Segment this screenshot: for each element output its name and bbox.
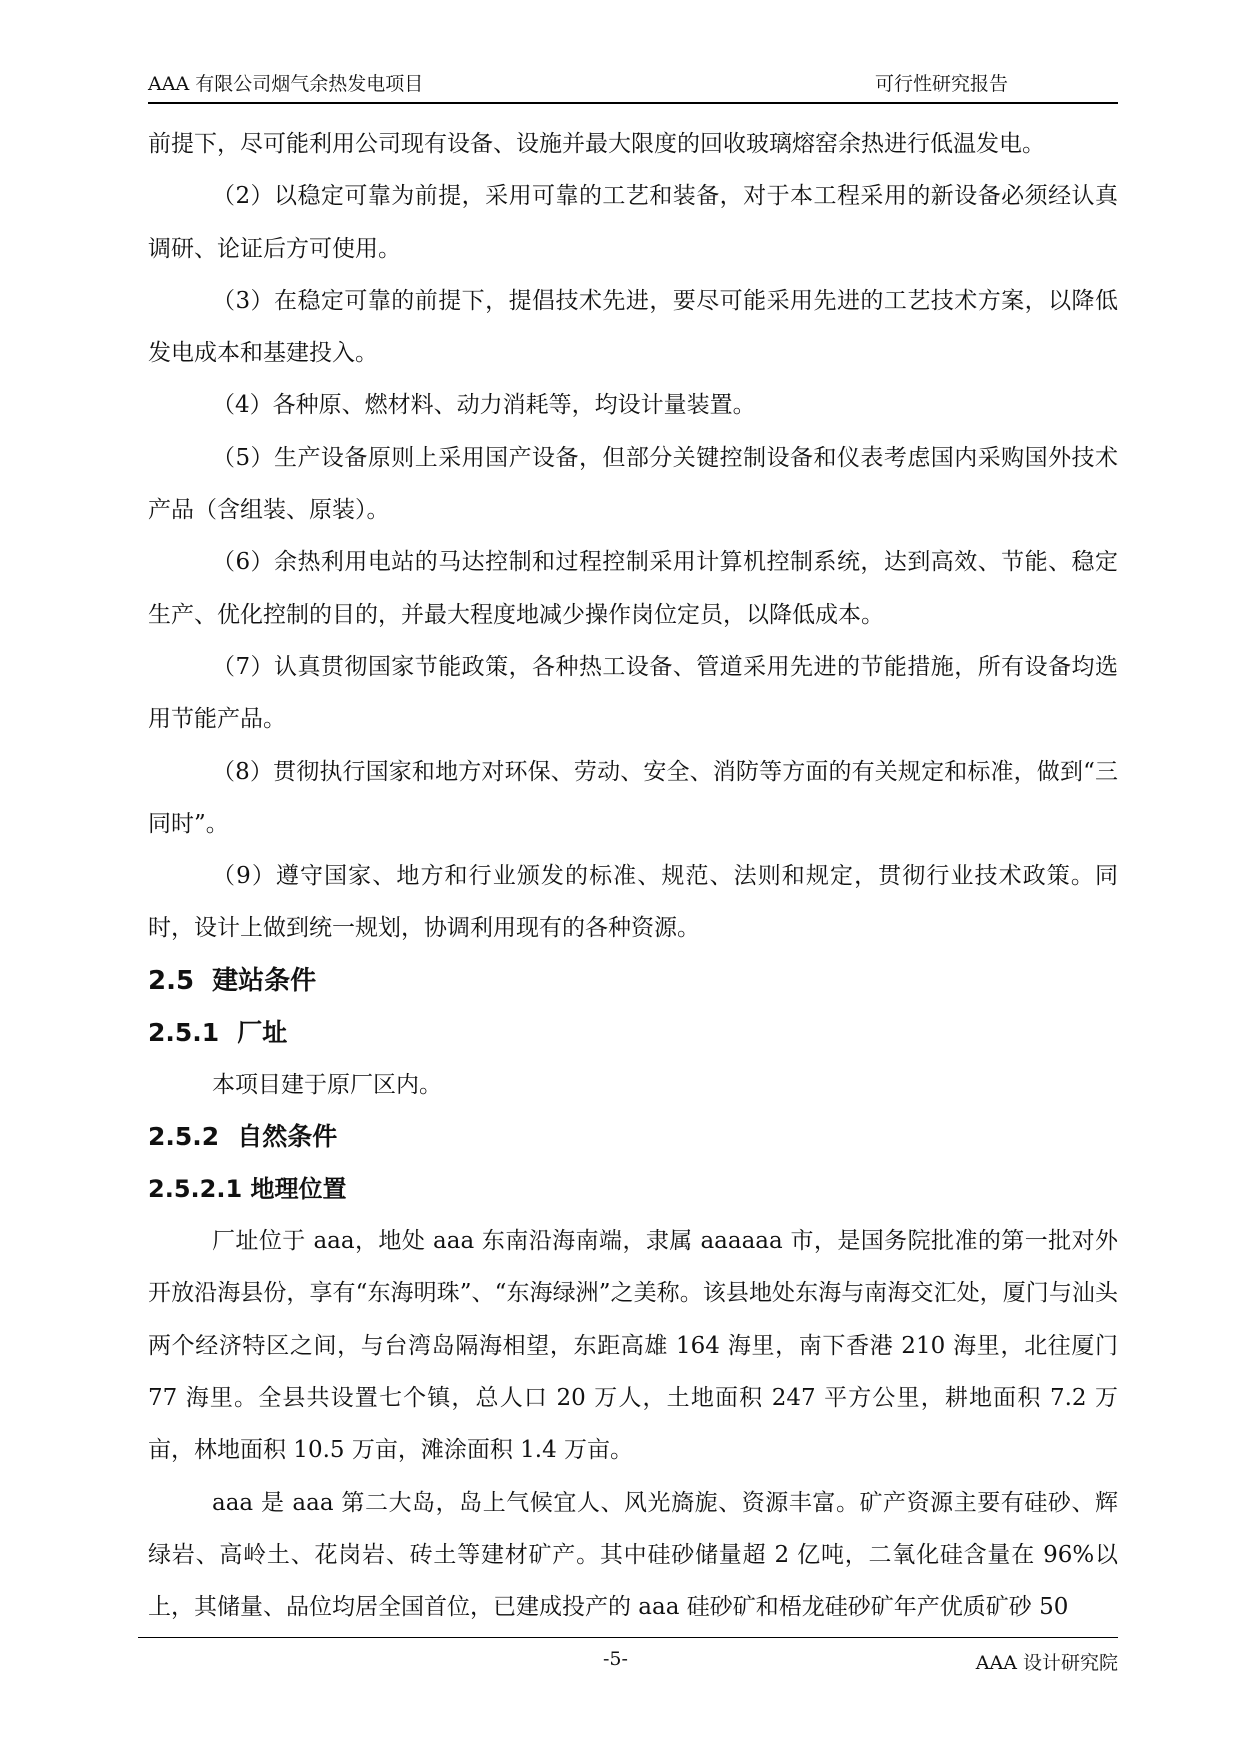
principle-item-4: （4）各种原、燃材料、动力消耗等，均设计量装置。 (212, 392, 756, 419)
section-heading-2-5-2 (148, 1111, 1118, 1163)
section-heading-2-5 (148, 955, 1118, 1007)
site-paragraph: 本项目建于原厂区内。 (212, 1071, 442, 1098)
header-project-title: AAA 有限公司烟气余热发电项目 (148, 73, 424, 95)
section-title: 建站条件 (212, 965, 317, 996)
section-number: 2.5.2 (148, 1122, 220, 1152)
section-number: 2.5.1 (148, 1017, 220, 1047)
principle-item-3: （3）在稳定可靠的前提下，提倡技术先进，要尽可能采用先进的工艺技术方案，以降低发电成本和基建投入。 (148, 287, 1118, 367)
principle-item-7: （7）认真贯彻国家节能政策，各种热工设备、管道采用先进的节能措施，所有设备均选用节能产品。 (148, 653, 1118, 733)
principle-item-8: （8）贯彻执行国家和地方对环保、劳动、安全、消防等方面的有关规定和标准，做到“三同时”。 (148, 758, 1118, 837)
page-number: -5- (603, 1648, 628, 1670)
principle-item-5: （5）生产设备原则上采用国产设备，但部分关键控制设备和仪表考虑国内采购国外技术产品（含组装、原装）。 (148, 444, 1118, 524)
section-number: 2.5 (148, 965, 195, 996)
section-number: 2.5.2.1 (148, 1175, 243, 1204)
header-report-type: 可行性研究报告 (874, 73, 1008, 95)
section-heading-2-5-2-1 (148, 1163, 1118, 1215)
page-body (148, 118, 1118, 1633)
location-paragraph-2: aaa 是 aaa 第二大岛，岛上气候宜人、风光旖旎、资源丰富。矿产资源主要有硅砂、辉绿岩、高岭土、花岗岩、砖土等建材矿产。其中硅砂储量超 2 亿吨，二氧化硅含量在 96%以上，其储量、品位均居全国首位，已建成投产的 aaa 硅砂矿和梧龙硅砂矿年产优质矿砂 50 (148, 1489, 1118, 1621)
footer-organization: AAA 设计研究院 (975, 1652, 1118, 1674)
principle-item-9: （9）遵守国家、地方和行业颁发的标准、规范、法则和规定，贯彻行业技术政策。同时，设计上做到统一规划，协调利用现有的各种资源。 (148, 863, 1118, 942)
section-title: 厂址 (237, 1017, 288, 1047)
principle-item-6: （6）余热利用电站的马达控制和过程控制采用计算机控制系统，达到高效、节能、稳定生产、优化控制的目的，并最大程度地减少操作岗位定员，以降低成本。 (148, 549, 1118, 628)
paragraph-continuation: 前提下，尽可能利用公司现有设备、设施并最大限度的回收玻璃熔窑余热进行低温发电。 (148, 131, 1045, 157)
section-heading-2-5-1 (148, 1007, 1118, 1059)
location-paragraph-1: 厂址位于 aaa，地处 aaa 东南沿海南端，隶属 aaaaaa 市，是国务院批准的第一批对外开放沿海县份，享有“东海明珠”、“东海绿洲”之美称。该县地处东海与南海交汇处，厦门与汕头两个经济特区之间，与台湾岛隔海相望，东距高雄 164 海里，南下香港 210 海里，北往厦门 77 海里。全县共设置七个镇，总人口 20 万人，土地面积 247 平方公里，耕地面积 7.2 万亩，林地面积 10.5 万亩，滩涂面积 1.4 万亩。 (148, 1228, 1118, 1464)
page-header (148, 72, 1118, 104)
section-title: 地理位置 (250, 1175, 347, 1204)
principle-item-2: （2）以稳定可靠为前提，采用可靠的工艺和装备，对于本工程采用的新设备必须经认真调研、论证后方可使用。 (148, 183, 1118, 262)
page-footer (138, 1637, 1118, 1678)
section-title: 自然条件 (237, 1122, 338, 1152)
